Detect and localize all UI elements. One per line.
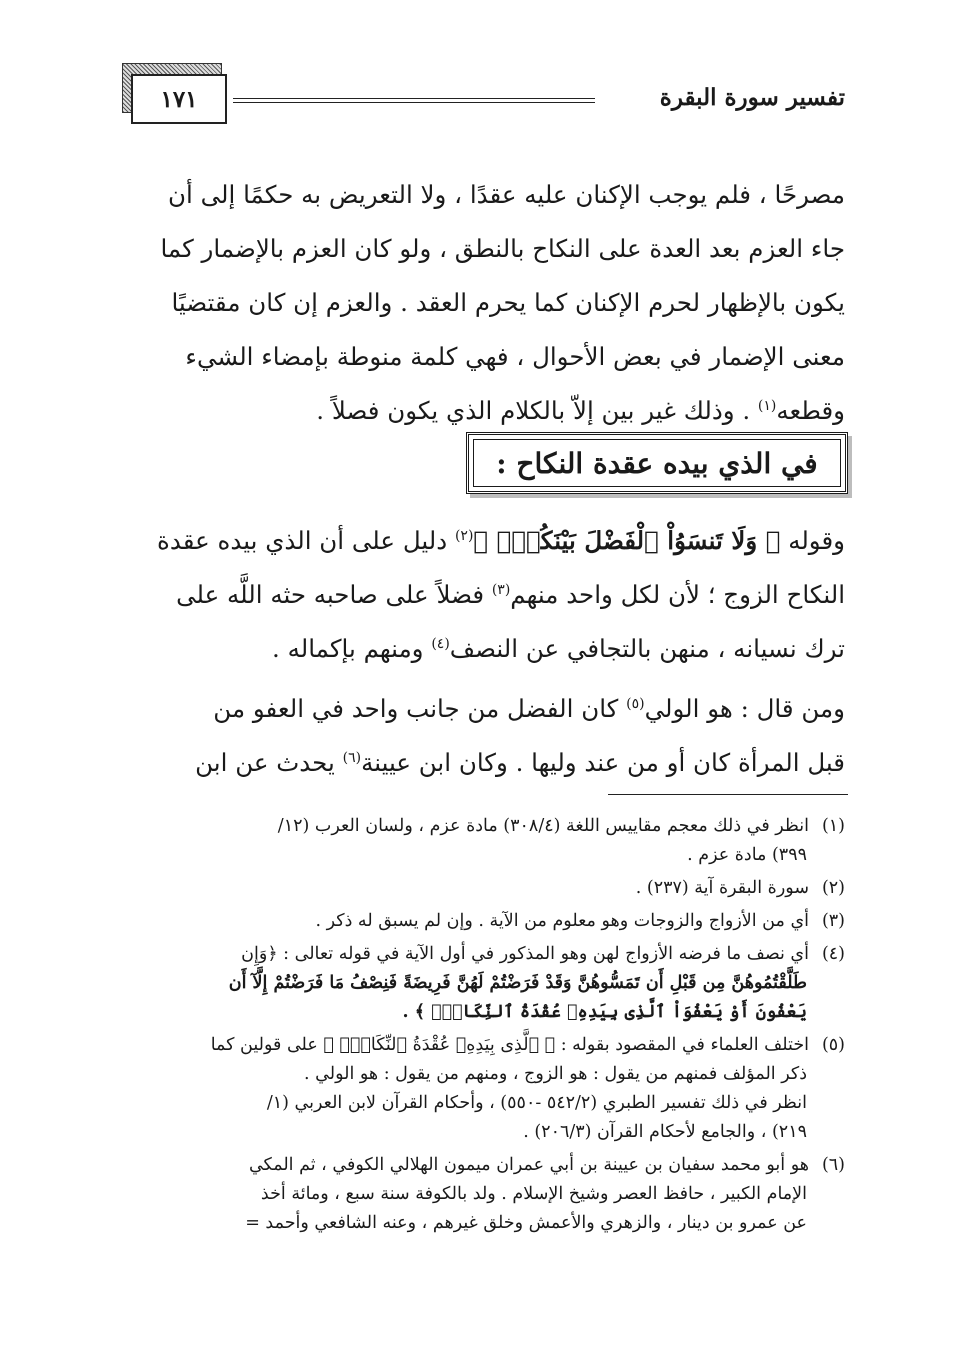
footnotes	[105, 812, 845, 1242]
footnote-line: عن عمرو بن دينار ، والزهري والأعمش وخلق غيرهم ، وعنه الشافعي وأحمد =	[245, 1213, 807, 1233]
footnote-line	[105, 874, 845, 903]
text-segment: ترك نسيانه ، منهن بالتجافي عن النصف	[449, 634, 845, 663]
footnote-text: أي نصف ما فرضه الأزواج لهن وهو المذكور في أول الآية في قوله تعالى : ﴿وَإِن	[241, 944, 809, 964]
footnote-line: الإمام الكبير ، حافظ العصر وشيخ الإسلام . ولد بالكوفة سنة سبع ، ومائة أخذ	[260, 1184, 807, 1204]
footnote-text: انظر في ذلك معجم مقاييس اللغة (٣٠٨/٤) مادة عزم ، ولسان العرب (١٢/	[277, 816, 809, 836]
footnote-line: ذكر المؤلف فمنهم من يقول : هو الزوج ، ومنهم من يقول : هو الولي .	[304, 1064, 807, 1084]
text-line	[157, 568, 845, 622]
footnote-number: (٤)	[821, 944, 845, 964]
footnote-line: ٣٩٩) مادة عزم .	[687, 845, 807, 865]
text-line	[157, 514, 845, 568]
page-number: ١٧١	[160, 85, 198, 113]
footnote-line	[105, 1031, 845, 1060]
footnote-line: انظر في ذلك تفسير الطبري (٥٤٢/٢ -٥٥٠) ، وأحكام القرآن لابن العربي (١/	[266, 1093, 807, 1113]
footnote-ref: (١)	[757, 397, 777, 414]
paragraph-2	[157, 514, 845, 676]
text-segment: . وذلك غير بين إلاّ بالكلام الذي يكون فصلاً .	[316, 396, 758, 425]
footnote-1	[105, 812, 845, 870]
text-line: مصرحًا ، فلم يوجب الإكنان عليه عقدًا ، ولا التعريض به حكمًا إلى أن	[168, 180, 845, 209]
text-line: يكون بالإظهار لحرم الإكنان كما يحرم العقد . والعزم إن كان مقتضيًا	[171, 288, 845, 317]
text-segment: ومنهم بإكماله .	[272, 634, 432, 663]
footnote-ref: (٦)	[342, 749, 362, 766]
quran-verse: ﴿ وَلَا تَنسَوُاْ ٱلْفَضْلَ بَيْنَكُمْۚ ﴾	[473, 526, 781, 555]
footnote-text: هو أبو محمد سفيان بن عيينة بن أبي عمران ميمون الهلالي الكوفي ، ثم المكي	[248, 1155, 809, 1175]
text-segment: وقطعه	[776, 396, 845, 425]
footnote-line: طَلَّقْتُمُوهُنَّ مِن قَبْلِ أَن تَمَسُّوهُنَّ وَقَدْ فَرَضْتُمْ لَهُنَّ فَرِيضَةً فَنِصْفُ مَا فَرَضْتُمْ إِلَّآ أَن	[228, 973, 807, 993]
footnote-line	[105, 1151, 845, 1180]
paragraph-1	[160, 168, 845, 438]
footnote-4	[105, 940, 845, 1027]
section-heading: في الذي بيده عقدة النكاح :	[496, 446, 818, 480]
footnote-line: يَعْفُونَ أَوْ يَعْفُوَاْ ٱلَّذِى بِيَدِهِۦ عُقْدَةُ ٱلنِّكَاحِۚ ﴾ .	[402, 1002, 807, 1022]
footnote-ref: (٢)	[454, 527, 474, 544]
text-segment: دليل على أن الذي بيده عقدة	[157, 526, 455, 555]
footnote-separator	[608, 794, 848, 795]
text-segment: كان الفضل من جانب واحد في العفو من	[213, 694, 627, 723]
footnote-line	[105, 812, 845, 841]
text-segment: ومن قال : هو الولي	[644, 694, 845, 723]
footnote-2	[105, 874, 845, 903]
text-segment: فضلاً على صاحبه حثه اللَّه على	[176, 580, 492, 609]
text-line	[157, 622, 845, 676]
section-heading-box	[466, 432, 848, 494]
page-number-box	[131, 74, 227, 124]
text-line	[195, 736, 845, 790]
footnote-text: اختلف العلماء في المقصود بقوله : ﴿ ٱلَّذِى بِيَدِهِۦ عُقْدَةُ ٱلنِّكَاحِۚ ﴾ على قولين كما	[210, 1035, 809, 1055]
footnote-3	[105, 907, 845, 936]
text-segment: قبل المرأة كان أو من عند وليها . وكان ابن عيينة	[361, 748, 845, 777]
footnote-text: أي من الأزواج والزوجات وهو معلوم من الآية . وإن لم يسبق له ذكر .	[315, 911, 809, 931]
footnote-number: (٢)	[821, 878, 845, 898]
footnote-number: (٥)	[821, 1035, 845, 1055]
footnote-line	[105, 940, 845, 969]
footnote-number: (٦)	[821, 1155, 845, 1175]
header-rule	[233, 98, 595, 103]
footnote-5	[105, 1031, 845, 1147]
text-segment: النكاح الزوج ؛ لأن لكل واحد منهم	[510, 580, 845, 609]
text-line: معنى الإضمار في بعض الأحوال ، فهي كلمة منوطة بإمضاء الشيء	[185, 342, 845, 371]
footnote-line: ٢١٩) ، والجامع لأحكام القرآن (٢٠٦/٣) .	[523, 1122, 807, 1142]
text-line	[160, 384, 845, 438]
text-segment: يحدث عن ابن	[195, 748, 343, 777]
text-line	[195, 682, 845, 736]
footnote-6	[105, 1151, 845, 1238]
footnote-ref: (٥)	[626, 695, 645, 712]
footnote-text: سورة البقرة آية (٢٣٧) .	[635, 878, 809, 898]
text-segment: وقوله	[780, 526, 845, 555]
footnote-number: (١)	[821, 816, 845, 836]
text-line: جاء العزم بعد العدة على النكاح بالنطق ، ولو كان العزم بالإضمار كما	[160, 234, 845, 263]
paragraph-3	[195, 682, 845, 790]
footnote-ref: (٤)	[431, 635, 450, 652]
footnote-line	[105, 907, 845, 936]
running-title: تفسير سورة البقرة	[659, 84, 845, 111]
footnote-ref: (٣)	[491, 581, 511, 598]
footnote-number: (٣)	[821, 911, 845, 931]
